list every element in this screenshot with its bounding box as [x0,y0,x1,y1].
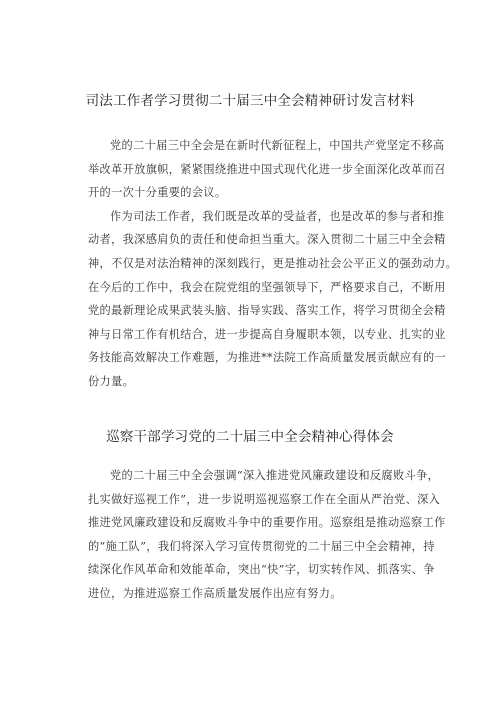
paragraph-line: 党的最新理论成果武装头脑、指导实践、落实工作，将学习贯彻全会精 [88,304,446,318]
paragraph-line: 作为司法工作者，我们既是改革的受益者，也是改革的参与者和推 [110,209,445,223]
paragraph-line: 续深化作风革命和效能革命，突出“快”字，切实转作风、抓落实、争 [88,563,435,577]
article-2-body [88,464,446,606]
paragraph-line: 务技能高效解决工作难题，为推进**法院工作高质量发展贡献应有的一 [88,351,447,365]
paragraph-line: 动者，我深感肩负的责任和使命担当重大。深入贯彻二十届三中全会精 [88,233,446,247]
paragraph-line: 举改革开放旗帜，紧紧围绕推进中国式现代化进一步全面深化改革而召 [88,162,446,176]
paragraph-line: 开的一次十分重要的会议。 [88,186,227,200]
article-1-body [88,134,458,394]
paragraph-line: 神，不仅是对法治精神的深刻践行，更是推动社会公平正义的强劲动力。 [88,256,458,270]
paragraph-line: 在今后的工作中，我会在院党组的坚强领导下，严格要求自己，不断用 [88,280,446,294]
paragraph-line: 推进党风廉政建设和反腐败斗争中的重要作用。巡察组是推动巡察工作 [88,516,446,530]
paragraph-line: 扎实做好巡视工作”，进一步说明巡视巡察工作在全面从严治党、深入 [88,492,441,506]
paragraph-line: 党的二十届三中全会强调“深入推进党风廉政建设和反腐败斗争， [110,469,440,482]
paragraph-line: 党的二十届三中全会是在新时代新征程上，中国共产党坚定不移高 [110,139,445,152]
article-2-title: 巡察干部学习党的二十届三中全会精神心得体会 [106,429,394,445]
paragraph-line: 份力量。 [88,374,135,388]
paragraph-line: 神与日常工作有机结合，进一步提高自身履职本领，以专业、扎实的业 [88,327,446,341]
paragraph-line: 的“施工队”，我们将深入学习宣传贯彻党的二十届三中全会精神，持 [88,539,435,553]
paragraph-line: 进位，为推进巡察工作高质量发展作出应有努力。 [88,586,342,600]
article-1-title: 司法工作者学习贯彻二十届三中全会精神研讨发言材料 [85,93,415,109]
